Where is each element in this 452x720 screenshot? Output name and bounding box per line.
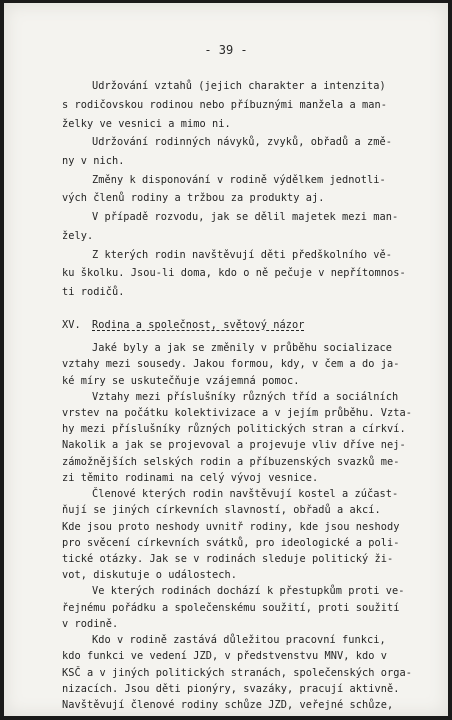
text-line: zi těmito rodinami na celý vývoj vesnice. xyxy=(62,471,319,484)
text-line: Členové kterých rodin navštěvují kostel a zúčast- xyxy=(92,488,399,500)
text-line: Změny k disponování v rodině výdělkem jednotli- xyxy=(92,174,386,186)
text-line: V případě rozvodu, jak se dělil majetek mezi man- xyxy=(92,211,399,223)
text-line: Jaké byly a jak se změnily v průběhu socializace xyxy=(92,342,392,354)
text-line: ku školku. Jsou-li doma, kdo o ně pečuje v nepřítomnos- xyxy=(62,267,406,279)
text-line: hy mezi příslušníky různých politických stran a církví. xyxy=(62,423,406,436)
text-line: s rodičovskou rodinou nebo příbuznými manžela a man- xyxy=(62,99,387,111)
text-line: Udržování rodinných návyků, zvyků, obřadů a změ- xyxy=(92,136,392,148)
text-line: KSČ a v jiných politických stranách, společenských orga- xyxy=(62,666,412,679)
text-line: ny v nich. xyxy=(62,155,125,167)
text-line: Udržování vztahů (jejich charakter a intenzita) xyxy=(92,80,386,92)
section-title: Rodina a společnost, světový názor xyxy=(92,319,305,331)
text-line: tické otázky. Jak se v rodinách sleduje politický ži- xyxy=(62,553,394,565)
text-line: zámožnějších selských rodin a příbuzenských svazků me- xyxy=(62,455,400,468)
text-line: v rodině. xyxy=(62,617,119,630)
document-page xyxy=(4,3,448,716)
text-line: ké míry se uskutečňuje vzájemná pomoc. xyxy=(62,374,300,387)
text-line: vrstev na počátku kolektivizace a v jejím průběhu. Vzta- xyxy=(62,406,412,419)
page-number: - 39 - xyxy=(204,43,248,57)
text-line: Vztahy mezi příslušníky různých tříd a sociálních xyxy=(92,390,399,403)
text-line: ti rodičů. xyxy=(62,286,125,298)
text-line: řejnému pořádku a společenskému soužití, proti soužití xyxy=(62,601,400,614)
text-line: Ve kterých rodinách dochází k přestupkům proti ve- xyxy=(92,585,405,598)
text-line: vot, diskutuje o událostech. xyxy=(62,569,237,582)
text-line: želky ve vesnici a mimo ni. xyxy=(62,118,231,130)
text-line: Navštěvují členové rodiny schůze JZD, veřejné schůze, xyxy=(62,699,394,711)
text-line: žely. xyxy=(62,230,94,242)
text-line: pro svěcení církevních svátků, pro ideologické a poli- xyxy=(62,536,400,549)
section-number: XV. xyxy=(62,319,81,331)
text-line: Kdo v rodině zastává důležitou pracovní funkci, xyxy=(92,634,386,647)
text-line: kdo funkci ve vedení JZD, v předstvenstvu MNV, kdo v xyxy=(62,650,387,663)
text-line: vztahy mezi sousedy. Jakou formou, kdy, v čem a do ja- xyxy=(62,358,400,371)
text-line: nizacích. Jsou děti pionýry, svazáky, pracují aktivně. xyxy=(62,682,400,695)
text-line: Kde jsou proto neshody uvnitř rodiny, kde jsou neshody xyxy=(62,520,400,533)
text-line: Nakolik a jak se projevoval a projevuje vliv dříve nej- xyxy=(62,439,406,452)
text-line: Z kterých rodin navštěvují děti předškolního vě- xyxy=(92,249,392,261)
text-line: ňují se jiných církevních slavností, obřadů a akcí. xyxy=(62,504,381,517)
text-line: vých členů rodiny a tržbou za produkty aj. xyxy=(62,192,325,204)
